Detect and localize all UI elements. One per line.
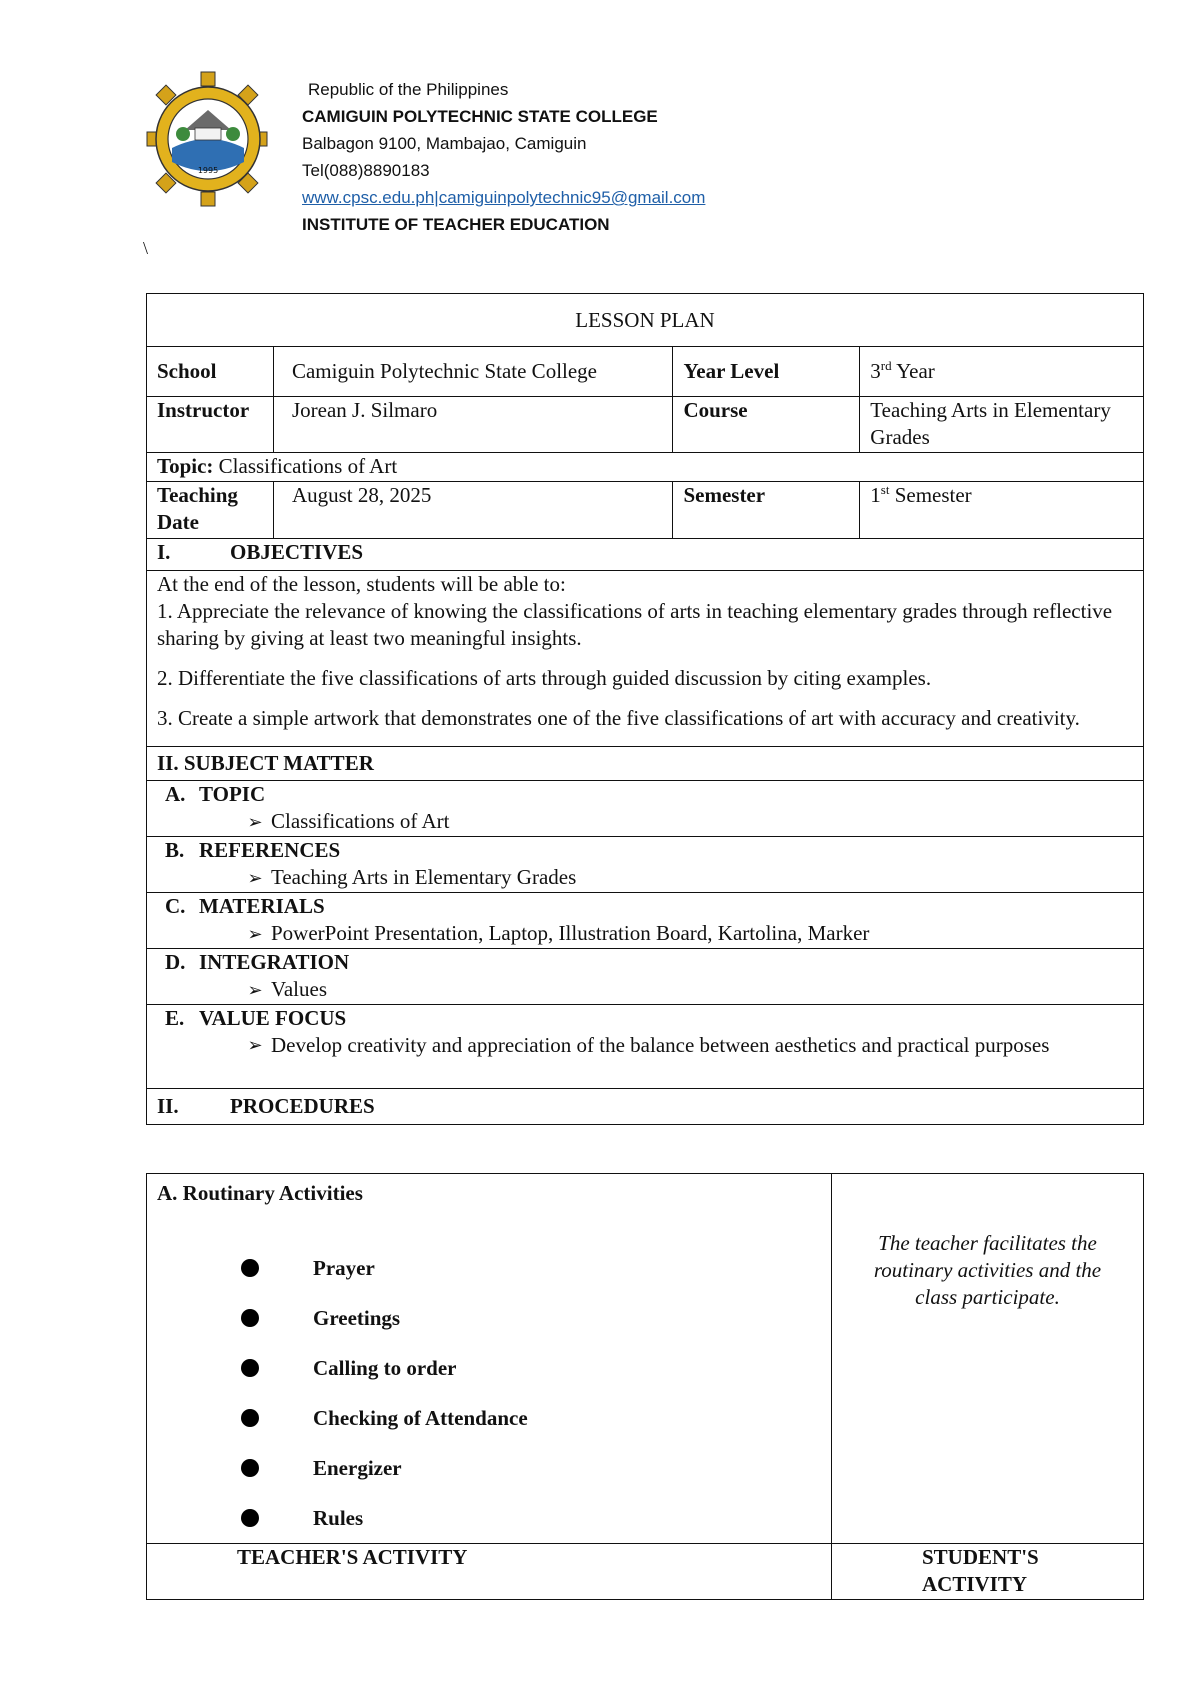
list-item: Rules <box>157 1493 821 1543</box>
routinary-title: A. Routinary Activities <box>157 1181 363 1205</box>
list-item: Checking of Attendance <box>157 1393 821 1443</box>
subject-matter-heading: II. SUBJECT MATTER <box>147 747 1144 781</box>
bullet-dot-icon <box>241 1259 259 1277</box>
bullet-dot-icon <box>241 1459 259 1477</box>
list-item: Greetings <box>157 1293 821 1343</box>
school-value: Camiguin Polytechnic State College <box>273 347 672 397</box>
lesson-plan-title: LESSON PLAN <box>147 294 1144 347</box>
list-item: Prayer <box>157 1243 821 1293</box>
bullet-dot-icon <box>241 1409 259 1427</box>
arrow-bullet-icon: ➢ <box>247 868 263 888</box>
routinary-list <box>157 1243 821 1543</box>
course-value: Teaching Arts in Elementary Grades <box>860 397 1144 453</box>
subject-section-materials: C. MATERIALS ➢ PowerPoint Presentation, Laptop, Illustration Board, Kartolina, Marker <box>147 893 1144 949</box>
objectives-body <box>147 571 1144 747</box>
objectives-heading: I. OBJECTIVES <box>147 539 1144 571</box>
lesson-plan-table <box>146 293 1144 1125</box>
college-telephone: Tel(088)8890183 <box>302 161 430 180</box>
routinary-note: The teacher facilitates the routinary activities and the class participate. <box>832 1174 1144 1544</box>
list-item: Calling to order <box>157 1343 821 1393</box>
bullet-dot-icon <box>241 1309 259 1327</box>
semester-label: Semester <box>673 482 860 539</box>
school-label: School <box>147 347 274 397</box>
objective-item: 1. Appreciate the relevance of knowing the classifications of arts in teaching elementary grades through reflective sharing by giving at least two meaningful insights. <box>157 599 1113 650</box>
college-seal-logo <box>145 70 270 210</box>
institute-name: INSTITUTE OF TEACHER EDUCATION <box>302 215 610 234</box>
arrow-bullet-icon: ➢ <box>247 924 263 944</box>
procedures-table <box>146 1173 1144 1600</box>
year-level-label: Year Level <box>673 347 860 397</box>
subject-section-topic: A. TOPIC ➢ Classifications of Art <box>147 781 1144 837</box>
instructor-label: Instructor <box>147 397 274 453</box>
objective-item: 2. Differentiate the five classifications of arts through guided discussion by citing examples. <box>157 666 932 690</box>
subject-section-integration: D. INTEGRATION ➢ Values <box>147 949 1144 1005</box>
teaching-date-value: August 28, 2025 <box>273 482 672 539</box>
teaching-date-label: Teaching Date <box>147 482 274 539</box>
topic-row: Topic: Classifications of Art <box>147 453 1144 482</box>
instructor-value: Jorean J. Silmaro <box>273 397 672 453</box>
college-name: CAMIGUIN POLYTECHNIC STATE COLLEGE <box>302 107 658 126</box>
objectives-intro: At the end of the lesson, students will be able to: <box>157 572 566 596</box>
procedures-heading: II. PROCEDURES <box>147 1089 1144 1125</box>
bullet-dot-icon <box>241 1509 259 1527</box>
arrow-bullet-icon: ➢ <box>247 812 263 832</box>
objective-item: 3. Create a simple artwork that demonstrates one of the five classifications of art with accuracy and creativity. <box>157 706 1080 730</box>
teacher-activity-header: TEACHER'S ACTIVITY <box>147 1544 832 1600</box>
stray-backslash: \ <box>143 238 149 258</box>
letterhead <box>302 76 705 238</box>
svg-text:1995: 1995 <box>197 166 219 175</box>
arrow-bullet-icon: ➢ <box>247 980 263 1000</box>
subject-section-references: B. REFERENCES ➢ Teaching Arts in Elementary Grades <box>147 837 1144 893</box>
semester-value: 1st Semester <box>860 482 1144 539</box>
routinary-activities-cell <box>147 1174 832 1544</box>
course-label: Course <box>673 397 860 453</box>
arrow-bullet-icon: ➢ <box>247 1035 263 1055</box>
website-email-link[interactable]: www.cpsc.edu.ph|camiguinpolytechnic95@gmail.com <box>302 188 706 207</box>
country-line: Republic of the Philippines <box>308 80 509 99</box>
subject-section-value-focus: E. VALUE FOCUS ➢ Develop creativity and appreciation of the balance between aesthetics and practical purposes <box>147 1005 1144 1089</box>
bullet-dot-icon <box>241 1359 259 1377</box>
student-activity-header: STUDENT'S ACTIVITY <box>832 1544 1144 1600</box>
list-item: Energizer <box>157 1443 821 1493</box>
college-address: Balbagon 9100, Mambajao, Camiguin <box>302 134 587 153</box>
year-level-value: 3rd Year <box>860 347 1144 397</box>
